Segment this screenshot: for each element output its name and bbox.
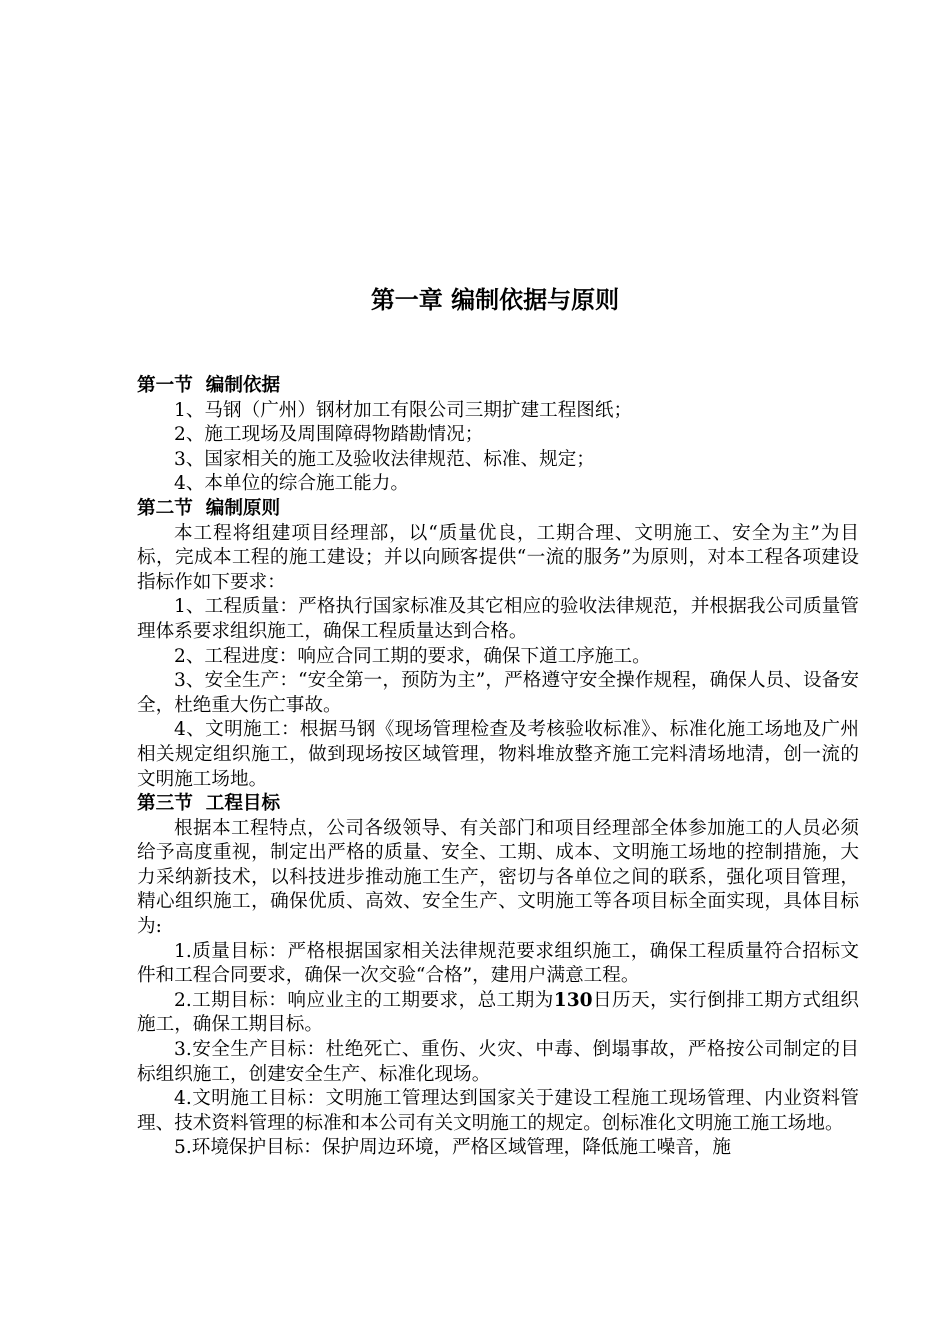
paragraph: 4.文明施工目标：文明施工管理达到国家关于建设工程施工现场管理、内业资料管理、技术资料管理的标准和本公司有关文明施工的规定。创标准化文明施工施工场地。	[137, 1088, 859, 1134]
page-title: 第一章 编制依据与原则	[370, 286, 620, 314]
document-body	[137, 374, 859, 1161]
list-item: 1、马钢（广州）钢材加工有限公司三期扩建工程图纸；	[174, 399, 633, 421]
goal-text: 2.工期目标：响应业主的工期要求，总工期为	[174, 989, 554, 1011]
section-heading-goals: 第三节 工程目标	[137, 793, 281, 815]
list-item: 3、国家相关的施工及验收法律规范、标准、规定；	[174, 448, 595, 470]
list-item: 4、本单位的综合施工能力。	[174, 473, 409, 495]
paragraph: 4、文明施工：根据马钢《现场管理检查及考核验收标准》、标准化施工场地及广州相关规定组织施工，做到现场按区域管理，物料堆放整齐施工完料清场地清，创一流的文明施工场地。	[137, 719, 859, 790]
paragraph	[137, 989, 859, 1038]
paragraph: 5.环境保护目标：保护周边环境，严格区域管理，降低施工噪音，施	[174, 1137, 731, 1159]
duration-days: 130	[553, 989, 593, 1011]
paragraph: 2、工程进度：响应合同工期的要求，确保下道工序施工。	[174, 645, 651, 667]
goal-text: 日历天，实行倒排工期方式组织施工，确保工期目标。	[137, 989, 859, 1036]
paragraph: 本工程将组建项目经理部，以“质量优良，工期合理、文明施工、安全为主”为目标，完成本工程的施工建设；并以向顾客提供“一流的服务”为原则，对本工程各项建设指标作如下要求：	[137, 522, 859, 593]
paragraph: 1.质量目标：严格根据国家相关法律规范要求组织施工，确保工程质量符合招标文件和工程合同要求，确保一次交验“合格”，建用户满意工程。	[137, 940, 859, 987]
list-item: 2、施工现场及周围障碍物踏勘情况；	[174, 424, 484, 446]
paragraph: 1、工程质量：严格执行国家标准及其它相应的验收法律规范，并根据我公司质量管理体系要求组织施工，确保工程质量达到合格。	[137, 596, 859, 642]
paragraph: 根据本工程特点，公司各级领导、有关部门和项目经理部全体参加施工的人员必须给予高度重视，制定出严格的质量、安全、工期、成本、文明施工场地的控制措施，大力采纳新技术，以科技进步推动施工生产，密切与各单位之间的联系，强化项目管理，精心组织施工，确保优质、高效、安全生产、文明施工等各项目标全面实现，具体目标为:	[137, 817, 859, 938]
section-heading-principles: 第二节 编制原则	[137, 497, 281, 519]
paragraph: 3.安全生产目标：杜绝死亡、重伤、火灾、中毒、倒塌事故，严格按公司制定的目标组织施工，创建安全生产、标准化现场。	[137, 1039, 859, 1085]
section-heading-basis: 第一节 编制依据	[137, 375, 281, 396]
paragraph: 3、安全生产：“安全第一，预防为主”，严格遵守安全操作规程，确保人员、设备安全，杜绝重大伤亡事故。	[137, 670, 859, 716]
